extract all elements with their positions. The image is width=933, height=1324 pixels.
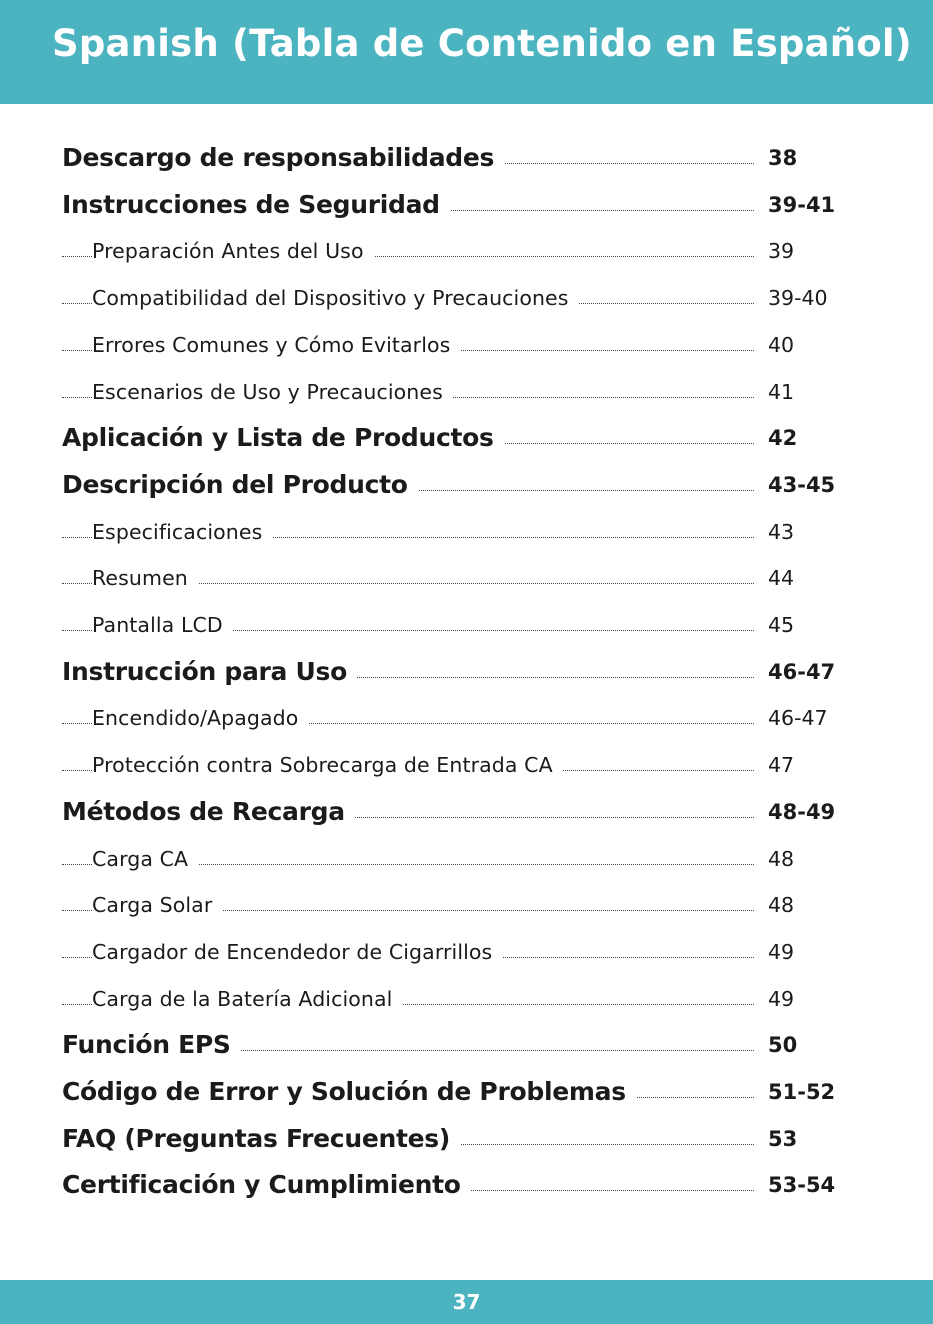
toc-entry-page: 45: [768, 613, 795, 637]
toc-entry[interactable]: [0, 700, 933, 736]
toc-entry[interactable]: [0, 607, 933, 643]
toc-entry-page: 46-47: [768, 706, 828, 731]
toc-entry-title: Encendido/Apagado: [92, 700, 308, 736]
toc-entry[interactable]: [0, 327, 933, 363]
toc-entry-title: Código de Error y Solución de Problemas: [62, 1074, 636, 1110]
toc-entry-page: 47: [768, 753, 795, 778]
footer-banner: [0, 1280, 933, 1324]
toc-entry-title: Descargo de responsabilidades: [62, 140, 504, 176]
toc-entry-title: Descripción del Producto: [62, 467, 418, 503]
toc-entry-title: Escenarios de Uso y Precauciones: [92, 374, 453, 410]
toc-entry-page: 53-54: [768, 1173, 836, 1198]
toc-entry-title: Instrucciones de Seguridad: [62, 187, 450, 223]
toc-entry[interactable]: [0, 514, 933, 550]
toc-entry-page: 51-52: [768, 1080, 836, 1104]
header-banner: [0, 0, 933, 104]
toc-entry[interactable]: [0, 1121, 933, 1157]
toc-entry-title: Carga CA: [92, 841, 198, 877]
toc-entry-title: Aplicación y Lista de Productos: [62, 420, 504, 456]
toc-entry-title: Instrucción para Uso: [62, 654, 357, 690]
toc-entry-title: Función EPS: [62, 1027, 241, 1063]
toc-entry-page: 48-49: [768, 799, 836, 824]
toc-entry[interactable]: [0, 1074, 933, 1110]
toc-entry-page: 44: [768, 566, 795, 591]
toc-entry-title: Protección contra Sobrecarga de Entrada CA: [92, 747, 563, 783]
toc-entry-page: 43-45: [768, 472, 836, 497]
toc-entry[interactable]: [0, 280, 933, 316]
toc-entry-page: 48: [768, 893, 795, 918]
toc-entry-title: Cargador de Encendedor de Cigarrillos: [92, 934, 502, 970]
toc-entry-page: 39: [768, 239, 795, 264]
toc-entry[interactable]: [0, 187, 933, 223]
toc-entry[interactable]: [0, 887, 933, 923]
toc-entry-page: 49: [768, 939, 795, 964]
toc-entry-page: 39-40: [768, 286, 828, 311]
toc-entry-page: 38: [768, 146, 798, 170]
toc-entry[interactable]: [0, 1167, 933, 1203]
toc-entry[interactable]: [0, 794, 933, 830]
toc-entry[interactable]: [0, 420, 933, 456]
toc-entry-title: Métodos de Recarga: [62, 794, 355, 830]
toc-entry[interactable]: [0, 934, 933, 970]
toc-entry-page: 49: [768, 986, 795, 1011]
toc-entry-title: Preparación Antes del Uso: [92, 233, 374, 269]
toc-entry[interactable]: [0, 1027, 933, 1063]
toc-entry-page: 53: [768, 1126, 798, 1151]
toc-entry[interactable]: [0, 560, 933, 596]
toc-entry-title: Resumen: [92, 560, 198, 596]
toc-entry[interactable]: [0, 374, 933, 410]
toc-entry[interactable]: [0, 140, 933, 176]
toc-entry[interactable]: [0, 654, 933, 690]
toc-entry-page: 41: [768, 379, 795, 404]
page-title: Spanish (Tabla de Contenido en Español): [52, 22, 912, 65]
toc-entry-title: FAQ (Preguntas Frecuentes): [62, 1121, 460, 1157]
toc-entry-title: Certificación y Cumplimiento: [62, 1167, 471, 1203]
page-number: 37: [452, 1290, 481, 1314]
toc-entry-page: 48: [768, 846, 795, 871]
toc-entry-title: Carga Solar: [92, 887, 222, 923]
toc-entry-page: 46-47: [768, 659, 836, 684]
toc-entry-page: 50: [768, 1033, 798, 1058]
toc-entry-title: Pantalla LCD: [92, 607, 233, 643]
toc-entry-page: 40: [768, 332, 795, 357]
toc-entry-title: Carga de la Batería Adicional: [92, 981, 402, 1017]
toc-entry-page: 42: [768, 426, 798, 451]
toc-entry-title: Errores Comunes y Cómo Evitarlos: [92, 327, 460, 363]
toc-entry[interactable]: [0, 841, 933, 877]
toc-entry[interactable]: [0, 747, 933, 783]
toc-entry-page: 43: [768, 519, 795, 544]
toc-entry-page: 39-41: [768, 192, 836, 217]
toc-entry[interactable]: [0, 467, 933, 503]
toc-entry[interactable]: [0, 981, 933, 1017]
toc-entry-title: Especificaciones: [92, 514, 272, 550]
toc-entry[interactable]: [0, 233, 933, 269]
toc-entry-title: Compatibilidad del Dispositivo y Precauciones: [92, 280, 579, 316]
